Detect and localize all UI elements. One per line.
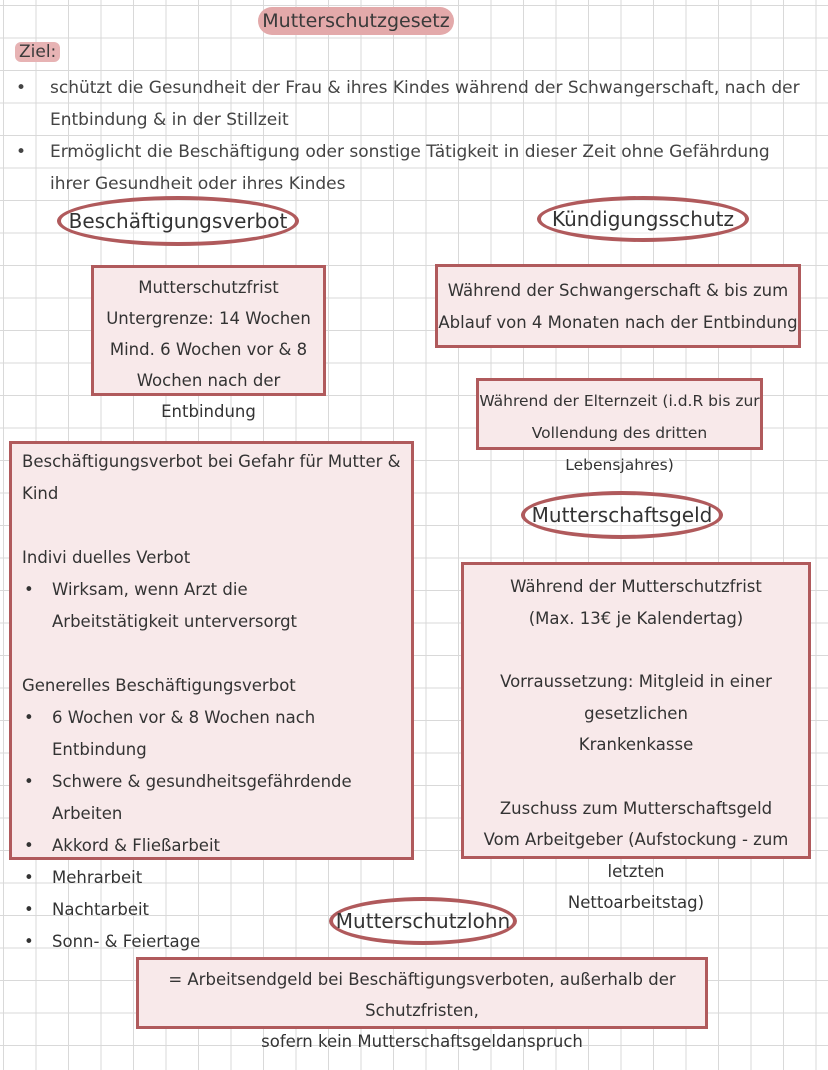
box-line: Vom Arbeitgeber (Aufstockung - zum letzten [483, 830, 789, 881]
mutterschutzlohn-box [136, 957, 708, 1051]
box-line: Krankenkasse [578, 735, 694, 754]
kuendigungsschutz-heading: Kündigungsschutz [537, 196, 749, 242]
kuendigungsschutz-box-schwangerschaft [435, 264, 801, 348]
box-line: Untergrenze: 14 Wochen [106, 309, 311, 328]
list-item: • Sonn- & Feiertage [22, 926, 411, 958]
box-line: (Max. 13€ je Kalendertag) [528, 608, 744, 628]
box-line: Vorraussetzung: Mitgleid in einer gesetzlichen [500, 672, 772, 723]
list-item: • Wirksam, wenn Arzt die Arbeitstätigkeit unterversorgt [22, 574, 411, 638]
mutterschutzlohn-heading: Mutterschutzlohn [329, 897, 517, 945]
box-line: Mutterschutzfrist [138, 278, 279, 297]
generell-title: Generelles Beschäftigungsverbot [22, 676, 296, 695]
gefahr-title: Beschäftigungsverbot bei Gefahr für Mutter & Kind [22, 452, 401, 503]
box-line: = Arbeitsendgeld bei Beschäftigungsverboten, außerhalb der Schutzfristen, [168, 970, 676, 1020]
box-line: Mind. 6 Wochen vor & 8 [109, 340, 308, 359]
page-title: Mutterschutzgesetz [258, 7, 454, 35]
box-line: Während der Schwangerschaft & bis zum [447, 281, 789, 300]
box-line: Vollendung des dritten Lebensjahres) [531, 424, 708, 474]
box-line: Nettoarbeitstag) [567, 893, 705, 912]
list-item: • 6 Wochen vor & 8 Wochen nach Entbindung [22, 702, 411, 766]
box-line: sofern kein Mutterschaftsgeldanspruch [261, 1032, 583, 1051]
mutterschaftsgeld-heading: Mutterschaftsgeld [521, 491, 723, 539]
mutterschaftsgeld-box [461, 562, 811, 912]
gefahr-box [9, 441, 414, 951]
box-line: Während der Mutterschutzfrist [510, 577, 762, 596]
indiv-list [22, 574, 411, 638]
box-line: Während der Elternzeit (i.d.R bis zur [479, 392, 760, 410]
mutterschutzfrist-box [91, 265, 326, 421]
indiv-title: Indivi duelles Verbot [22, 548, 191, 567]
ziel-label: Ziel: [15, 42, 60, 62]
list-item: • Akkord & Fließarbeit [22, 830, 411, 862]
box-line: Wochen nach der Entbindung [136, 371, 281, 421]
goal-item: • schützt die Gesundheit der Frau & ihres Kindes während der Schwangerschaft, nach der Entbindung & in der Stillzeit [12, 72, 812, 136]
list-item: • Schwere & gesundheitsgefährdende Arbeiten [22, 766, 411, 830]
beschaeftigungsverbot-heading: Beschäftigungsverbot [57, 196, 299, 246]
box-line: Ablauf von 4 Monaten nach der Entbindung [438, 313, 798, 332]
goal-list [12, 72, 812, 200]
list-item: • Mehrarbeit [22, 862, 411, 894]
box-line: Zuschuss zum Mutterschaftsgeld [499, 798, 773, 818]
kuendigungsschutz-box-elternzeit [476, 378, 763, 474]
list-item: • Nachtarbeit [22, 894, 411, 926]
goal-item: • Ermöglicht die Beschäftigung oder sonstige Tätigkeit in dieser Zeit ohne Gefährdung ihrer Gesundheit oder ihres Kindes [12, 136, 812, 200]
